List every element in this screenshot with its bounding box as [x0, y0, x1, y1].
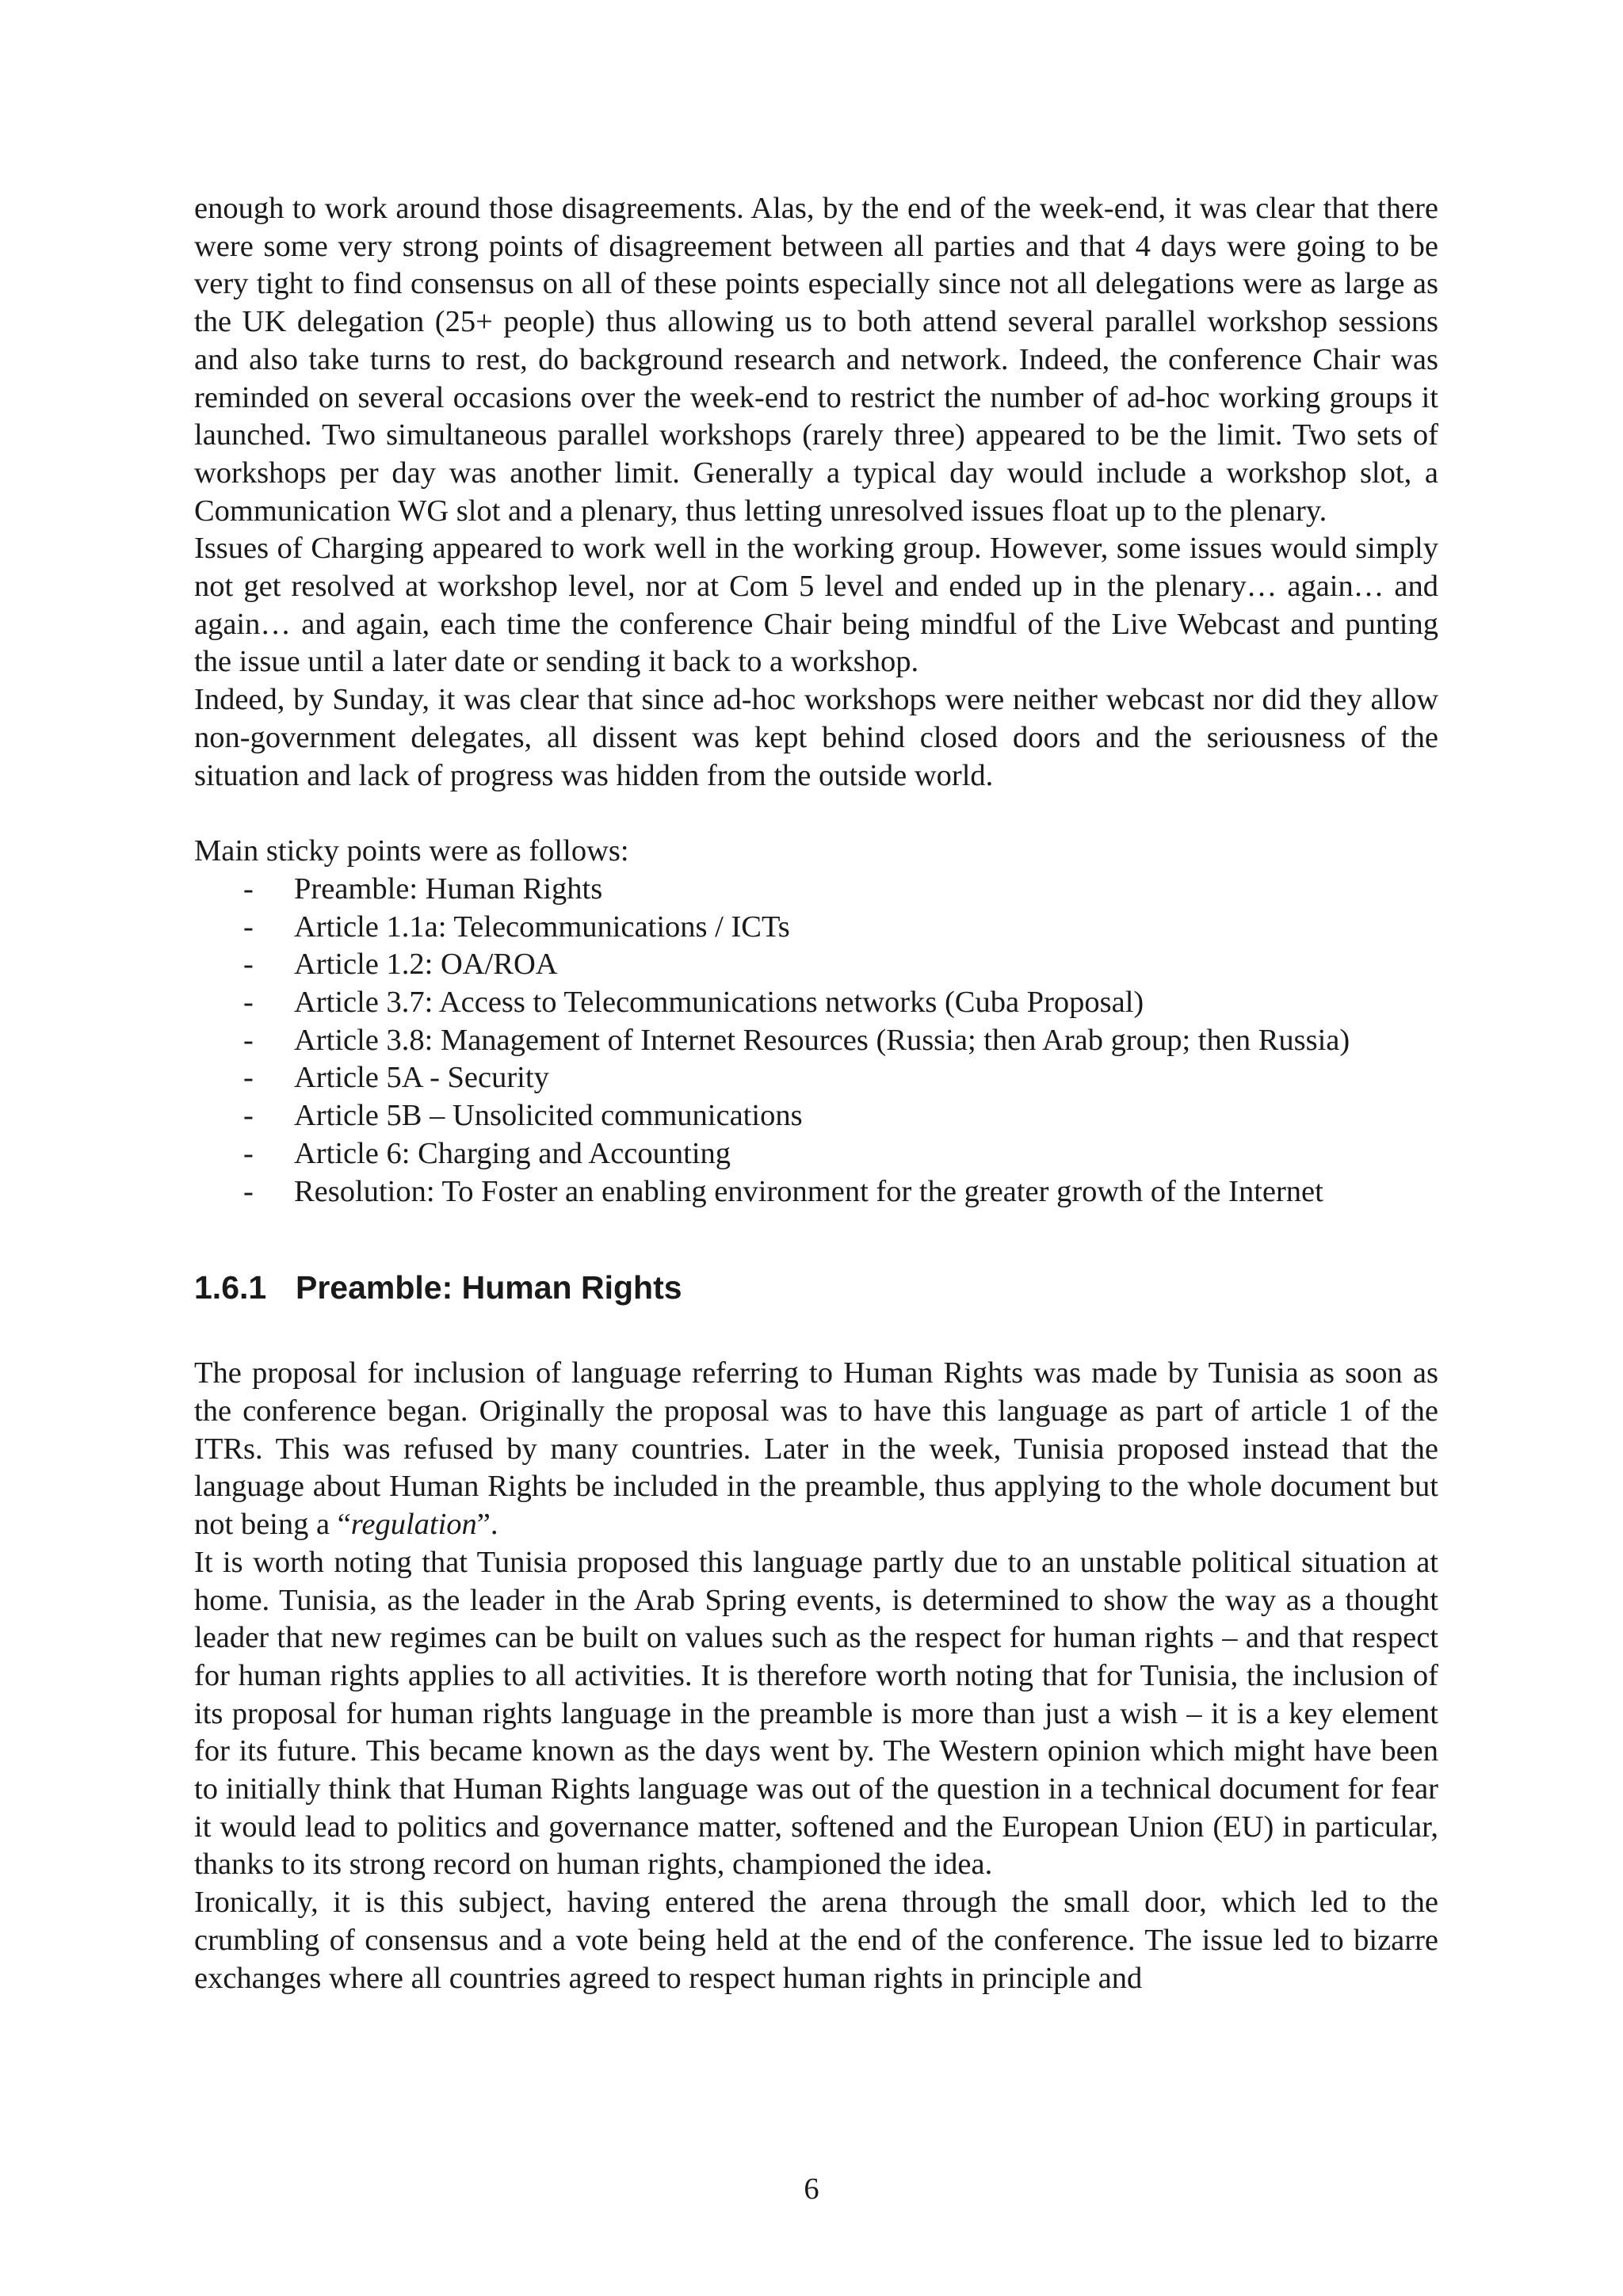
list-item: - Resolution: To Foster an enabling environment for the greater growth of the Internet: [194, 1173, 1438, 1211]
list-item: - Article 5B – Unsolicited communications: [194, 1097, 1438, 1135]
list-bullet: -: [243, 1061, 254, 1095]
list-bullet: -: [243, 1136, 254, 1170]
list-bullet: -: [243, 1099, 254, 1133]
list-item: - Article 3.8: Management of Internet Resources (Russia; then Arab group; then Russia): [194, 1022, 1438, 1060]
list-item: - Article 3.7: Access to Telecommunications networks (Cuba Proposal): [194, 984, 1438, 1022]
paragraph-sunday: Indeed, by Sunday, it was clear that since ad-hoc workshops were neither webcast nor did they allow non-government delegates, all dissent was kept behind closed doors and the seriousness of the situation and lack of progress was hidden from the outside world.: [194, 683, 1438, 792]
list-bullet: -: [243, 1174, 254, 1208]
section-heading: [194, 1268, 1438, 1307]
sticky-points-intro: Main sticky points were as follows:: [194, 834, 629, 868]
list-item: - Preamble: Human Rights: [194, 871, 1438, 909]
list-bullet: -: [243, 910, 254, 944]
list-item: - Article 5A - Security: [194, 1059, 1438, 1097]
paragraph-ironically: Ironically, it is this subject, having entered the arena through the small door, which led to the crumbling of consensus and a vote being held at the end of the conference. The issue led to bizarre exchanges where all countries agreed to respect human rights in principle and: [194, 1886, 1438, 1995]
paragraph-proposal: The proposal for inclusion of language referring to Human Rights was made by Tunisia as soon as the conference began. Originally the proposal was to have this language as part of article 1 of the ITRs. This was refused by many countries. Later in the week, Tunisia proposed instead that the language about Human Rights be included in the preamble, thus applying to the whole document but not being a “regulation”.: [194, 1356, 1438, 1542]
italic-regulation: regulation: [350, 1508, 477, 1542]
paragraph-tunisia: It is worth noting that Tunisia proposed this language partly due to an unstable political situation at home. Tunisia, as the leader in the Arab Spring events, is determined to show the way as a thought leader that new regimes can be built on values such as the respect for human rights – and that respect for human rights applies to all activities. It is therefore worth noting that for Tunisia, the inclusion of its proposal for human rights language in the preamble is more than just a wish – it is a key element for its future. This became known as the days went by. The Western opinion which might have been to initially think that Human Rights language was out of the question in a technical document for fear it would lead to politics and governance matter, softened and the European Union (EU) in particular, thanks to its strong record on human rights, championed the idea.: [194, 1545, 1438, 1882]
list-item: - Article 1.2: OA/ROA: [194, 946, 1438, 984]
list-bullet: -: [243, 871, 254, 906]
sticky-points-list: [194, 871, 1438, 1211]
paragraph-charging: Issues of Charging appeared to work well in the working group. However, some issues would simply not get resolved at workshop level, nor at Com 5 level and ended up in the plenary… again… and again… and again, each time the conference Chair being mindful of the Live Webcast and punting the issue until a later date or sending it back to a workshop.: [194, 532, 1438, 679]
list-item: - Article 6: Charging and Accounting: [194, 1135, 1438, 1173]
list-bullet: -: [243, 948, 254, 982]
page-number: 6: [804, 2172, 819, 2206]
document-page: [194, 190, 1438, 1997]
list-bullet: -: [243, 986, 254, 1020]
list-item: - Article 1.1a: Telecommunications / ICTs: [194, 909, 1438, 947]
section-number: 1.6.1: [194, 1269, 267, 1306]
list-bullet: -: [243, 1023, 254, 1057]
section-title: Preamble: Human Rights: [296, 1269, 682, 1306]
paragraph-disagreements: enough to work around those disagreements. Alas, by the end of the week-end, it was clear that there were some very strong points of disagreement between all parties and that 4 days were going to be very tight to find consensus on all of these points especially since not all delegations were as large as the UK delegation (25+ people) thus allowing us to both attend several parallel workshop sessions and also take turns to rest, do background research and network. Indeed, the conference Chair was reminded on several occasions over the week-end to restrict the number of ad-hoc working groups it launched. Two simultaneous parallel workshops (rarely three) appeared to be the limit. Two sets of workshops per day was another limit. Generally a typical day would include a workshop slot, a Communication WG slot and a plenary, thus letting unresolved issues float up to the plenary.: [194, 192, 1438, 528]
